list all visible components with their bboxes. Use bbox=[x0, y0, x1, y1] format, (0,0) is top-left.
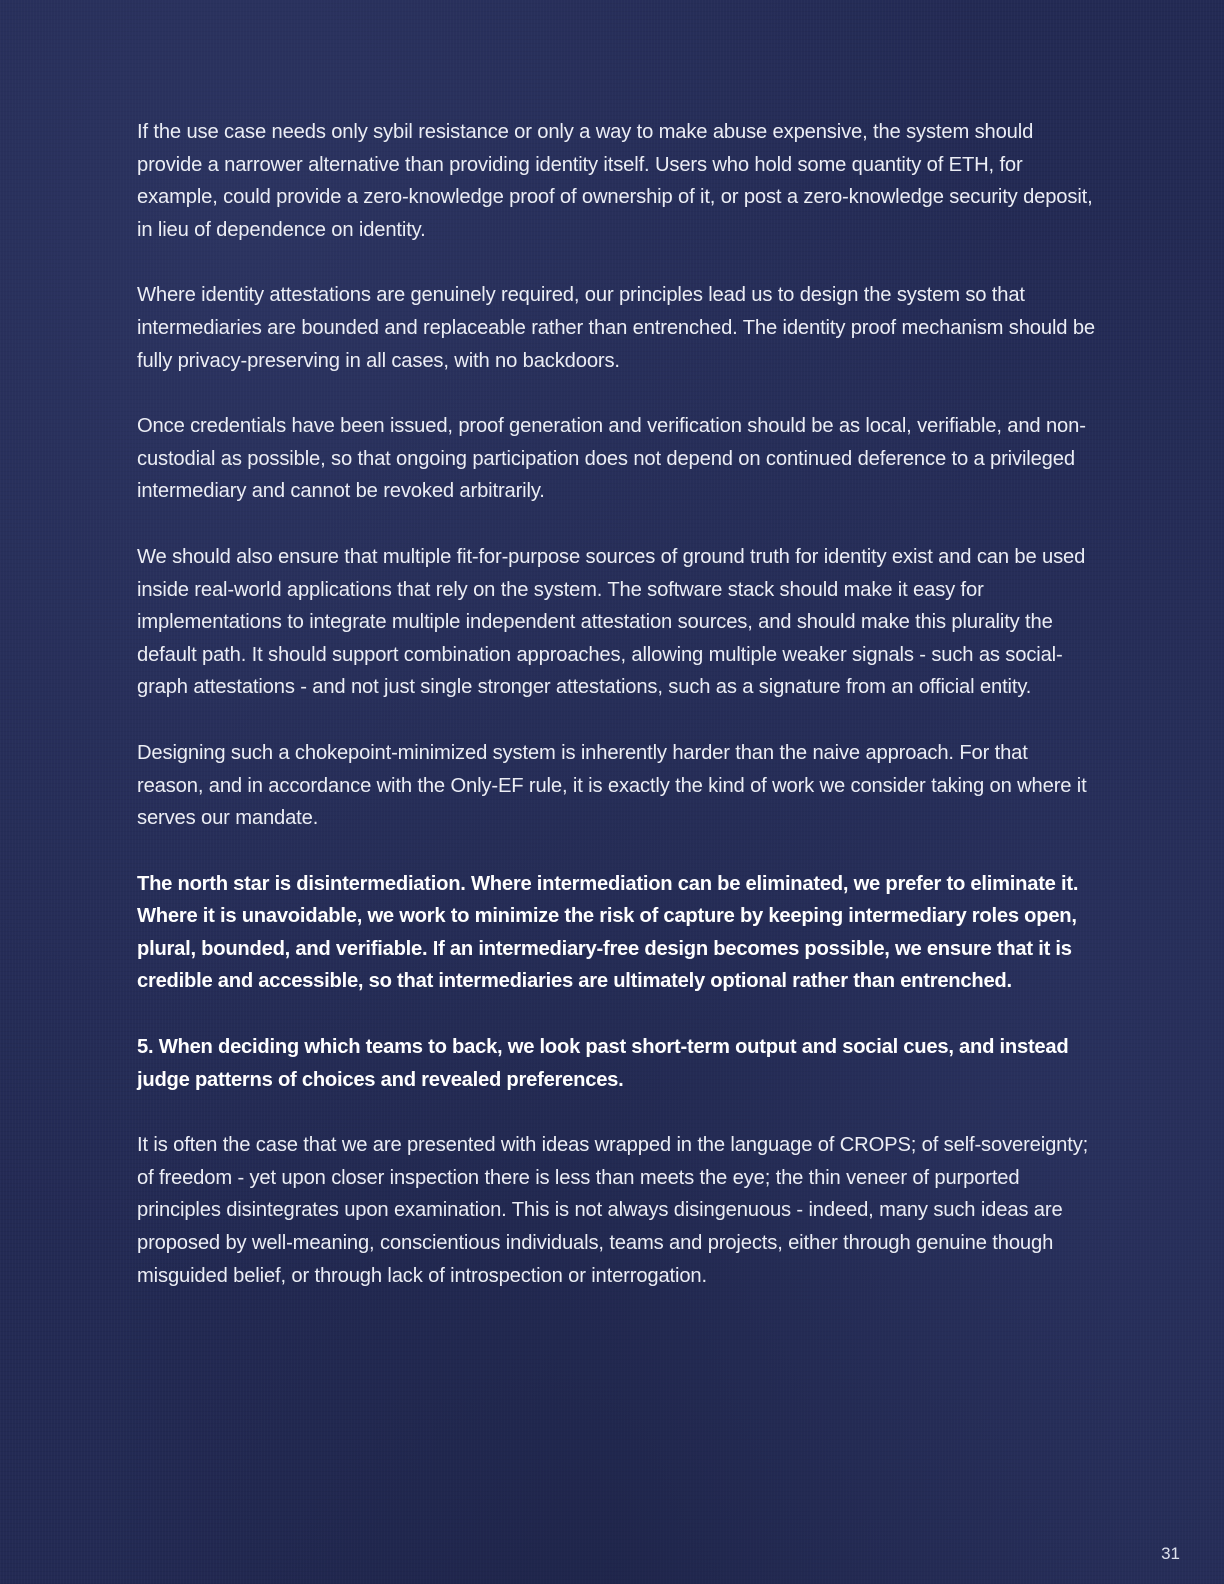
paragraph-identity-attestations: Where identity attestations are genuinely required, our principles lead us to design the system so that intermediaries are bounded and replaceable rather than entrenched. The identity proof mechanism should be fully privacy-preserving in all cases, with no backdoors. bbox=[137, 284, 1095, 372]
page-body bbox=[137, 116, 1097, 1325]
paragraph-sybil-resistance: If the use case needs only sybil resistance or only a way to make abuse expensive, the system should provide a narrower alternative than providing identity itself. Users who hold some quantity of ETH, for example, could provide a zero-knowledge proof of ownership of it, or post a zero-knowledge security deposit, in lieu of dependence on identity. bbox=[137, 121, 1093, 241]
page-number: 31 bbox=[1161, 1544, 1180, 1563]
section-heading-5: 5. When deciding which teams to back, we look past short-term output and social cues, and instead judge patterns of choices and revealed preferences. bbox=[137, 1036, 1069, 1091]
paragraph-crops-language: It is often the case that we are presented with ideas wrapped in the language of CROPS; of self-sovereignty; of freedom - yet upon closer inspection there is less than meets the eye; the thin veneer of purported principles disintegrates upon examination. This is not always disingenuous - indeed, many such ideas are proposed by well-meaning, conscientious individuals, teams and projects, either through genuine though misguided belief, or through lack of introspection or interrogation. bbox=[137, 1134, 1089, 1287]
paragraph-chokepoint: Designing such a chokepoint-minimized system is inherently harder than the naive approach. For that reason, and in accordance with the Only-EF rule, it is exactly the kind of work we consider taking on where it serves our mandate. bbox=[137, 741, 1087, 830]
paragraph-credentials: Once credentials have been issued, proof generation and verification should be as local, verifiable, and non-custodial as possible, so that ongoing participation does not depend on continued deference to a privileged intermediary and cannot be revoked arbitrarily. bbox=[137, 415, 1086, 503]
paragraph-north-star: The north star is disintermediation. Where intermediation can be eliminated, we prefer to eliminate it. Where it is unavoidable, we work to minimize the risk of capture by keeping intermediary roles open, plural, bounded, and verifiable. If an intermediary-free design becomes possible, we ensure that it is credible and accessible, so that intermediaries are ultimately optional rather than entrenched. bbox=[137, 872, 1079, 993]
paragraph-ground-truth: We should also ensure that multiple fit-for-purpose sources of ground truth for identity exist and can be used inside real-world applications that rely on the system. The software stack should make it easy for implementations to integrate multiple independent attestation sources, and should make this plurality the default path. It should support combination approaches, allowing multiple weaker signals - such as social-graph attestations - and not just single stronger attestations, such as a signature from an official entity. bbox=[137, 545, 1086, 699]
